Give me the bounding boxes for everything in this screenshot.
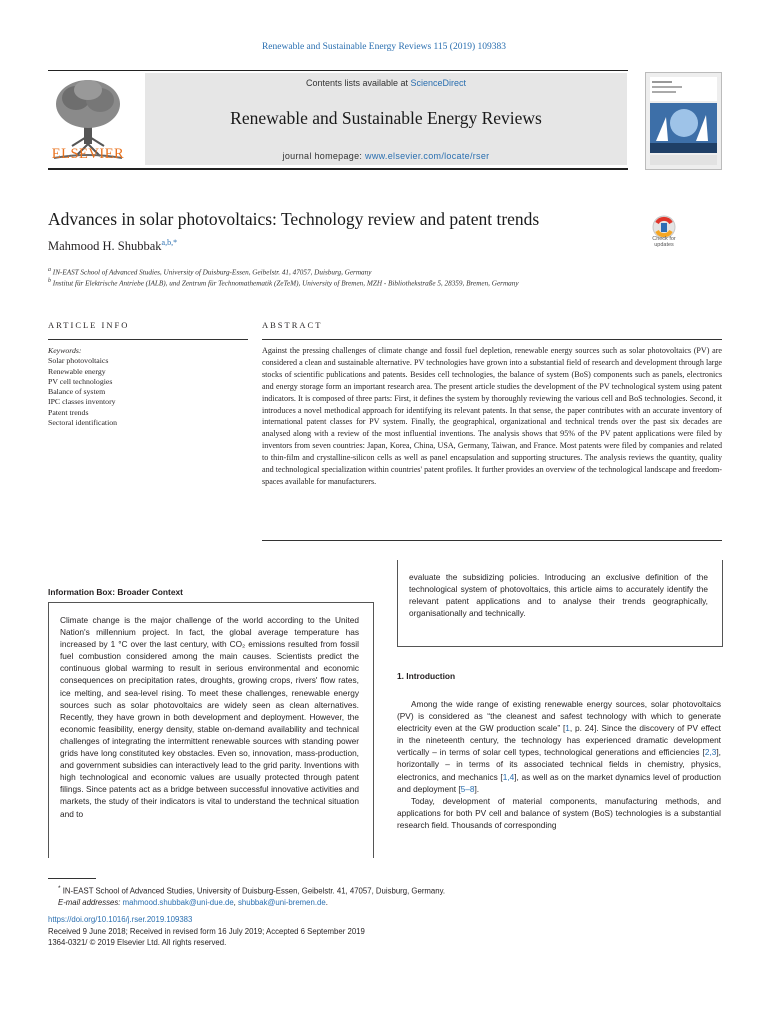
infobox-text-right: evaluate the subsidizing policies. Introducing an exclusive definition of the technological system of photovoltaics, this article aims to accurately identify the relevant patent applications and to analyse their trends geographically, organisationally and technically. [409,572,708,619]
citation-link[interactable]: 1,4 [502,771,515,782]
infobox-heading: Information Box: Broader Context [48,587,183,597]
check-for-updates-label[interactable]: Check for updates [652,236,676,248]
journal-title: Renewable and Sustainable Energy Reviews [230,108,542,128]
journal-cover-image[interactable] [645,72,722,170]
journal-homepage [145,151,627,161]
article-info-rule [48,339,248,340]
author-line [48,238,177,254]
received-dates: Received 9 June 2018; Received in revised form 16 July 2019; Accepted 6 September 2019 [48,926,365,936]
intro-text: , p. 24]. Since the discovery of PV effect in the nineteenth century, the technology has experienced dramatic development vertically – in terms of solar cell types, technological generations and efficiencies [ [397,723,721,758]
keyword-item: IPC classes inventory [48,397,116,407]
citation-link[interactable]: 2,3 [704,747,717,758]
introduction-body [397,698,721,831]
copyright: 1364-0321/ © 2019 Elsevier Ltd. All rights reserved. [48,938,227,948]
author-name[interactable]: Mahmood H. Shubbak [48,239,162,254]
keyword-item: Balance of system [48,387,106,397]
intro-text: ], horizontally – in terms of its associated technical fields in chemistry, physics, electronics, and mechanics [ [397,747,721,782]
abstract-text: Against the pressing challenges of climate change and fossil fuel depletion, renewable energy sources such as solar photovoltaics (PV) are considered a clean and sustainable alternative. PV technologies have grown into a substantial field of research and development through large stocks of scientific publications and patents. Besides cell technologies, the balance of system (BoS) components such as panels, electronics and energy storage form an important research area. The present article studies the development of the PV technological system using patent indicators. It is composed of three parts: First, it defines the system by thoroughly reviewing the various cell and BoS technologies. Second, it introduces a novel methodical approach for identifying its relevant patents. In that sense, the paper contributes with an accurate inventory of international patent classes for PV system. Finally, the geographical, organizational and technical trends over the past six decades are analysed along with a review of the most influential inventions. The analysis shows that 95% of the PV patent applications were filed by inventors from seven countries: Japan, Korea, China, USA, Germany, Taiwan, and France. Most patents were filed by companies and related to thin-film and crystalline-silicon cells as well as panel encapsulation and supporting structures. The analysis reviews the quantity, quality and technological specialization within countries' patent profiles. It further provides an overview of the technological landscape and freedom-spaces available for manufacturers. [262,346,722,486]
affiliation-b-mark: b [48,278,51,284]
contents-prefix: Contents lists available at [305,78,411,88]
elsevier-logo-text[interactable]: ELSEVIER [51,146,125,162]
intro-text: Among the wide range of existing renewable energy sources, solar photovoltaics (PV) is considered as “the cleanest and safest technology with which to generate electricity even at the GW production scale” [ [397,699,721,734]
keywords-label: Keywords: [48,346,82,355]
abstract-bottom-rule [262,540,722,541]
keyword-item: Renewable energy [48,366,106,376]
infobox-text-left: Climate change is the major challenge of the world according to the United Nation's millennium project. In fact, the global average temperature has increased by 1 °C over the last century, with CO₂ emissions resulted from fossil fuel combustion considered among the main causes. Scientists predict the continuous global warming to result in serious environmental and economic consequences on precipitation rates, droughts, growing crops, rivers' flow rates, ice melting, and sea-level rising. To meet these challenges, renewable energy sources such as solar photovoltaics are widely seen as clean alternatives. Recently, they have grown in both development and deployment. However, the economic feasibility, energy density, stable on-demand availability and technical challenges of integrating the intermittent renewable sources with standing power grids have long constituted key obstacles. Even so, innovation, mass-production, and government subsidies can interactively lead to the grid parity. Inventions with high technological and economic values are usually protected through patent filings. Since patents act as a bridge between successful innovative activities and markets, the study of their indicators is vital to understand the technical situation and to [60,615,359,819]
footnote-rule [48,878,96,879]
contents-line [145,78,627,88]
keyword-item: Sectoral identification [48,418,118,428]
homepage-link[interactable]: www.elsevier.com/locate/rser [365,151,490,161]
abstract-rule [262,339,722,340]
article-info-heading: ARTICLE INFO [48,320,130,330]
email-label: E-mail addresses: [58,898,121,908]
affiliation-a-mark: a [48,267,51,273]
doi-link[interactable]: https://doi.org/10.1016/j.rser.2019.109383 [48,915,193,924]
keyword-item: Patent trends [48,407,89,417]
keyword-item: Solar photovoltaics [48,356,109,366]
footnote: * IN-EAST School of Advanced Studies, University of Duisburg-Essen, Geibelstr. 41, 47057, Duisburg, Germany. E-mail addresses: mahmood.shubbak@uni-due.de, shubbak@uni-bremen.de. [58,885,446,908]
affiliation-a-text: IN-EAST School of Advanced Studies, University of Duisburg-Essen, Geibelstr. 41, 47057, Duisburg, Germany [52,268,372,277]
email-link-1[interactable]: mahmood.shubbak@uni-due.de [122,898,234,908]
publication-info [48,914,365,949]
header-rule-top [48,70,628,71]
keywords-list [48,346,117,428]
citation-link[interactable]: 5–8 [460,783,475,794]
introduction-heading: 1. Introduction [397,671,456,681]
affiliation-a [48,267,371,276]
footnote-mark: * [58,885,61,892]
intro-text: ]. [474,783,480,794]
article-title: Advances in solar photovoltaics: Technology review and patent trends [48,209,540,229]
affiliation-b-text: Institut für Elektrische Antriebe (IALB), und Zentrum für Technomathematik (ZeTeM), University of Bremen, MZH - Bibliothekstraße 5, 28359, Bremen, Germany [52,279,519,288]
homepage-prefix: journal homepage: [282,151,366,161]
email-link-2[interactable]: shubbak@uni-bremen.de [238,898,326,908]
keyword-item: PV cell technologies [48,376,113,386]
header-rule-bottom [48,168,628,170]
intro-paragraph-2: Today, development of material components, manufacturing methods, and applications for both PV cell and balance of system (BoS) technologies is a substantial research field. Thousands of corresponding [397,795,721,830]
intro-text: ], as well as on the market dynamics level of production and deployment [ [397,771,721,794]
footnote-text: IN-EAST School of Advanced Studies, University of Duisburg-Essen, Geibelstr. 41, 47057, Duisburg, Germany. [62,886,446,896]
journal-citation[interactable]: Renewable and Sustainable Energy Reviews 115 (2019) 109383 [261,42,507,52]
citation-link[interactable]: 1 [565,723,570,734]
author-affiliation-marks[interactable]: a,b,* [161,238,178,247]
sciencedirect-link[interactable]: ScienceDirect [410,78,467,88]
cover-art [646,73,721,169]
intro-paragraph-1 [397,698,721,795]
abstract-heading: ABSTRACT [262,320,323,330]
affiliation-b [48,278,519,287]
